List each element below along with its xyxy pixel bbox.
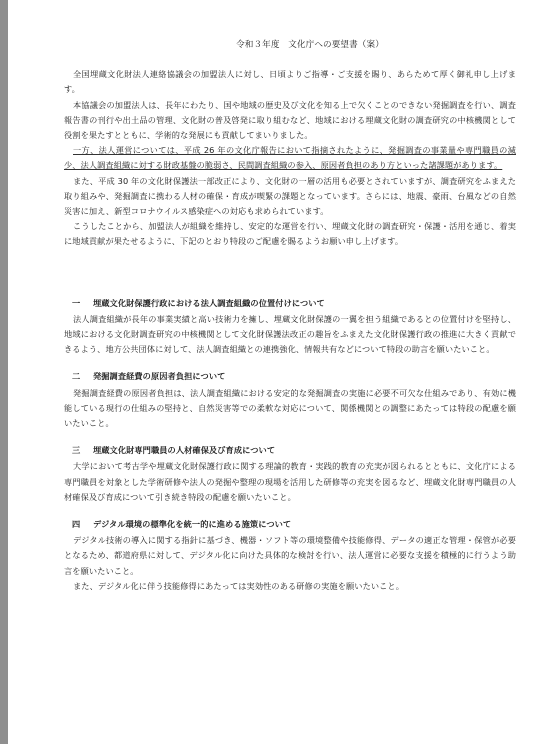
intro-paragraph-1: 全国埋蔵文化財法人連絡協議会の加盟法人に対し、日頃よりご指導・ご支援を賜り、あらためて厚く御礼申し上げます。 [64,69,516,95]
section-paragraph: 発掘調査経費の原因者負担は、法人調査組織における安定的な発掘調査の実施に必要不可欠な仕組みであり、有効に機能している現行の仕組みの堅持と、自然災害等での柔軟な対応について、関係機関との調整にあたっては特段の配慮を願いたいこと。 [64,387,516,429]
section-number: 二 [72,371,81,382]
intro-paragraph-5: こうしたことから、加盟法人が組織を維持し、安定的な運営を行い、埋蔵文化財の調査研究・保護・活用を通じ、着実に地域貢献が果たせるように、下記のとおり特段のご配慮を賜るようお願い申し上げます。 [64,221,516,247]
section-heading [64,296,516,311]
section-paragraph: デジタル技術の導入に関する指針に基づき、機器・ソフト等の環境整備や技能修得、データの適正な管理・保管が必要となるため、都道府県に対して、デジタル化に向けた具体的な検討を行い、法人運営に必要な支援を積極的に行うよう助言を願いたいこと。 [64,535,516,576]
section-title: 埋蔵文化財専門職員の人材確保及び育成について [92,445,276,456]
section-heading [64,443,516,458]
section-paragraph: 法人調査組織が長年の事業実績と高い技術力を擁し、埋蔵文化財保護の一翼を担う組織であるとの位置付けを堅持し、地域における文化財調査研究の中核機関として文化財保護法改正の趣旨をふまえた文化財保護行政の推進に大きく貢献できるよう、地方公共団体に対して、法人調査組織との連携強化、情報共有などについて特段の助言を願いたいこと。 [64,313,516,355]
section-heading [64,517,516,532]
intro-paragraph-3: 一方、法人運営については、平成 26 年の文化庁報告において指摘されたように、発掘調査の事業量や専門職員の減少、法人調査組織に対する財政基盤の脆弱さ、民間調査組織の参入、原因者負担のあり方といった諸課題があります。 [64,145,516,171]
section-number: 四 [72,519,81,530]
section-paragraph: また、デジタル化に伴う技能修得にあたっては実効性のある研修の実施を願いたいこと。 [73,580,405,591]
document-body [64,38,516,594]
section-title: デジタル環境の標準化を統一的に進める施策について [92,519,292,530]
intro-paragraph-4: また、平成 30 年の文化財保護法一部改正により、文化財の一層の活用も必要とされていますが、調査研究をふまえた取り組みや、発掘調査に携わる人材の確保・育成が喫緊の課題となっています。さらには、地震、豪雨、台風などの自然災害に加え、新型コロナウイルス感染症への対応も求められています。 [64,175,516,217]
intro-paragraph-2: 本協議会の加盟法人は、長年にわたり、国や地域の歴史及び文化を知る上で欠くことのできない発掘調査を行い、調査報告書の刊行や出土品の管理、文化財の普及啓発に取り組むなど、地域における埋蔵文化財の調査研究の中核機関として役割を果たすとともに、学術的な発展にも貢献してまいりました。 [64,99,516,141]
section-paragraph: 大学において考古学や埋蔵文化財保護行政に関する理論的教育・実践的教育の充実が図られるとともに、文化庁による専門職員を対象とした学術研修や法人の発掘や整理の現場を活用した研修等の充実を図るなど、埋蔵文化財専門職員の人材確保及び育成について引き続き特段の配慮を願いたいこと。 [64,461,516,502]
document-page [8,0,552,744]
spacer [64,250,516,284]
section-1 [64,296,516,358]
section-number: 三 [72,445,81,456]
section-number: 一 [72,297,81,308]
section-3 [64,443,516,505]
section-title: 発掘調査経費の原因者負担について [92,371,226,382]
document-title: 令和３年度 文化庁への要望書（案） [236,40,384,50]
section-title: 埋蔵文化財保護行政における法人調査組織の位置付けについて [92,297,325,308]
section-4 [64,517,516,594]
section-heading [64,369,516,384]
section-2 [64,369,516,431]
